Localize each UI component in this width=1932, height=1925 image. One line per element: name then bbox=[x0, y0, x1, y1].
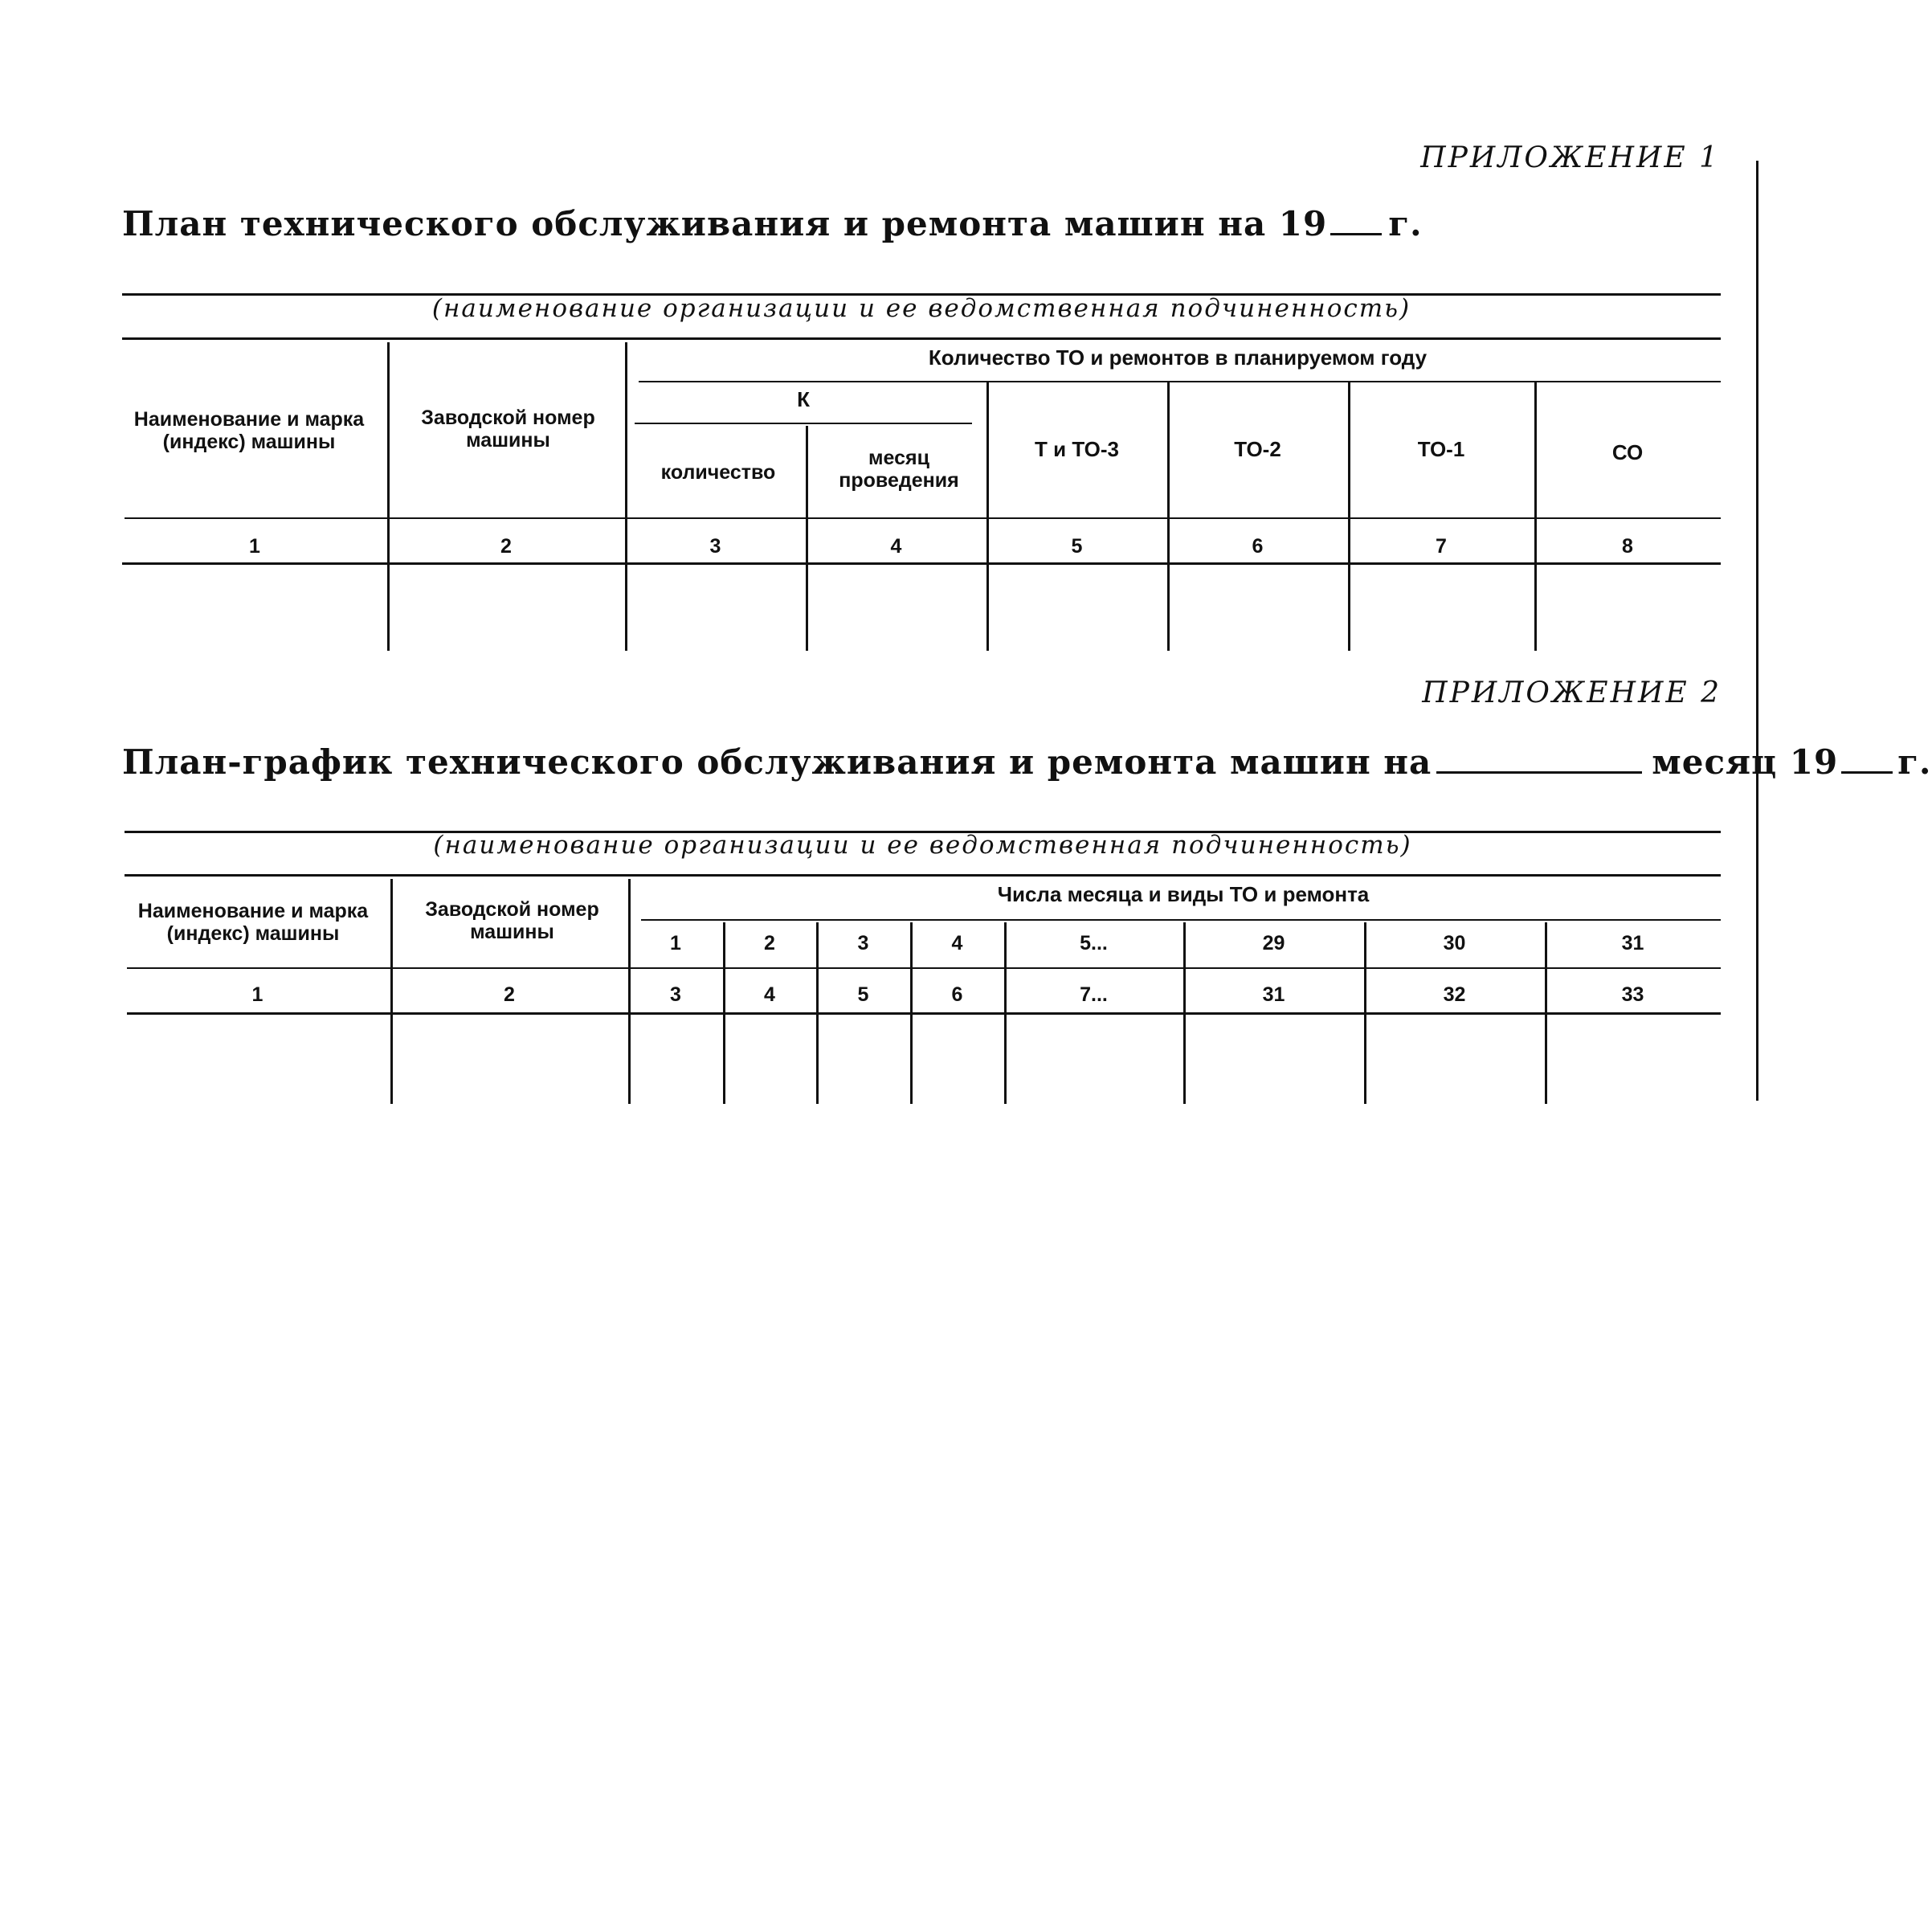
table-1-header-serial: Заводской номер машины bbox=[421, 407, 595, 452]
table-1-column-number: 3 bbox=[709, 535, 721, 558]
appendix-2-title-year-suffix: г. bbox=[1897, 742, 1932, 782]
year-blank bbox=[1841, 766, 1893, 774]
table-2-column-number: 33 bbox=[1621, 983, 1644, 1006]
table-2-column-number: 5 bbox=[857, 983, 869, 1006]
table-1-vline bbox=[986, 382, 989, 651]
appendix-2-label: ПРИЛОЖЕНИЕ 2 bbox=[1422, 676, 1722, 709]
table-1-group-rule bbox=[639, 381, 1721, 382]
table-1-k-rule bbox=[635, 423, 972, 424]
table-2-column-number: 3 bbox=[670, 983, 681, 1006]
appendix-2-title-month: месяц 19 bbox=[1652, 742, 1839, 782]
table-2-group-rule bbox=[641, 919, 1721, 921]
table-1-header-to2: ТО-2 bbox=[1234, 437, 1281, 461]
table-1-column-number: 4 bbox=[890, 535, 902, 558]
appendix-2-title-text: План-график технического обслуживания и ремонта машин на bbox=[122, 742, 1432, 782]
table-1-header-group: Количество ТО и ремонтов в планируемом году bbox=[928, 345, 1428, 370]
table-2-numbers-rule bbox=[127, 1012, 1721, 1015]
table-2-day-header: 31 bbox=[1621, 932, 1644, 954]
table-1-vline bbox=[1534, 382, 1537, 651]
table-2-header-serial: Заводской номер машины bbox=[425, 898, 599, 943]
table-1-column-number: 6 bbox=[1252, 535, 1264, 558]
table-2-day-header: 1 bbox=[670, 932, 681, 954]
table-1-header-k: К bbox=[797, 387, 810, 411]
table-2-column-number: 31 bbox=[1262, 983, 1285, 1006]
table-2-header-name: Наименование и марка (индекс) машины bbox=[137, 900, 369, 945]
month-blank bbox=[1436, 766, 1642, 774]
table-1-top-rule bbox=[122, 337, 1721, 340]
table-2-column-number: 6 bbox=[951, 983, 963, 1006]
year-blank bbox=[1330, 228, 1382, 235]
table-1-column-number: 2 bbox=[500, 535, 512, 558]
table-1-vline bbox=[1167, 382, 1170, 651]
table-1-column-number: 5 bbox=[1071, 535, 1083, 558]
table-1-header-name: Наименование и марка (индекс) машины bbox=[133, 408, 365, 453]
table-2-column-number: 7... bbox=[1080, 983, 1108, 1006]
table-1-column-number: 1 bbox=[249, 535, 260, 558]
appendix-1-title bbox=[122, 204, 1423, 243]
table-1-header-t-to3: Т и ТО-3 bbox=[1035, 437, 1119, 461]
table-1-header-k-count: количество bbox=[660, 461, 776, 484]
appendix-1-org-caption: (наименование организации и ее ведомственная подчиненность) bbox=[431, 294, 1411, 323]
appendix-2-title bbox=[122, 742, 1932, 782]
table-1-header-k-month: месяц проведения bbox=[839, 447, 959, 492]
table-2-day-header: 3 bbox=[857, 932, 869, 954]
table-1-vline bbox=[387, 342, 390, 651]
table-2-day-header: 5... bbox=[1080, 932, 1108, 954]
right-margin-rule bbox=[1756, 161, 1758, 1101]
appendix-1-label: ПРИЛОЖЕНИЕ 1 bbox=[1420, 141, 1720, 174]
appendix-1-title-text: План технического обслуживания и ремонта машин на 19 bbox=[122, 204, 1328, 243]
table-2-header-group: Числа месяца и виды ТО и ремонта bbox=[997, 882, 1370, 906]
appendix-2-org-caption: (наименование организации и ее ведомственная подчиненность) bbox=[433, 831, 1412, 860]
appendix-1-title-year-suffix: г. bbox=[1388, 204, 1423, 243]
table-2-day-header: 2 bbox=[764, 932, 775, 954]
table-1-header-to1: ТО-1 bbox=[1417, 437, 1465, 461]
table-2-column-number: 1 bbox=[251, 983, 263, 1006]
table-1-column-number: 7 bbox=[1436, 535, 1447, 558]
table-2-day-header: 4 bbox=[951, 932, 963, 954]
table-2-day-header: 29 bbox=[1262, 932, 1285, 954]
table-2-header-rule bbox=[127, 967, 1721, 969]
table-2-top-rule bbox=[125, 874, 1721, 877]
table-2-column-number: 4 bbox=[764, 983, 775, 1006]
table-1-vline bbox=[1348, 382, 1350, 651]
table-1-header-co: СО bbox=[1611, 440, 1644, 464]
table-1-vline bbox=[625, 342, 627, 651]
table-2-day-header: 30 bbox=[1443, 932, 1466, 954]
table-1-numbers-rule bbox=[122, 562, 1721, 565]
table-2-column-number: 2 bbox=[504, 983, 515, 1006]
table-1-header-rule bbox=[125, 517, 1721, 519]
table-2-column-number: 32 bbox=[1443, 983, 1466, 1006]
table-1-column-number: 8 bbox=[1622, 535, 1633, 558]
